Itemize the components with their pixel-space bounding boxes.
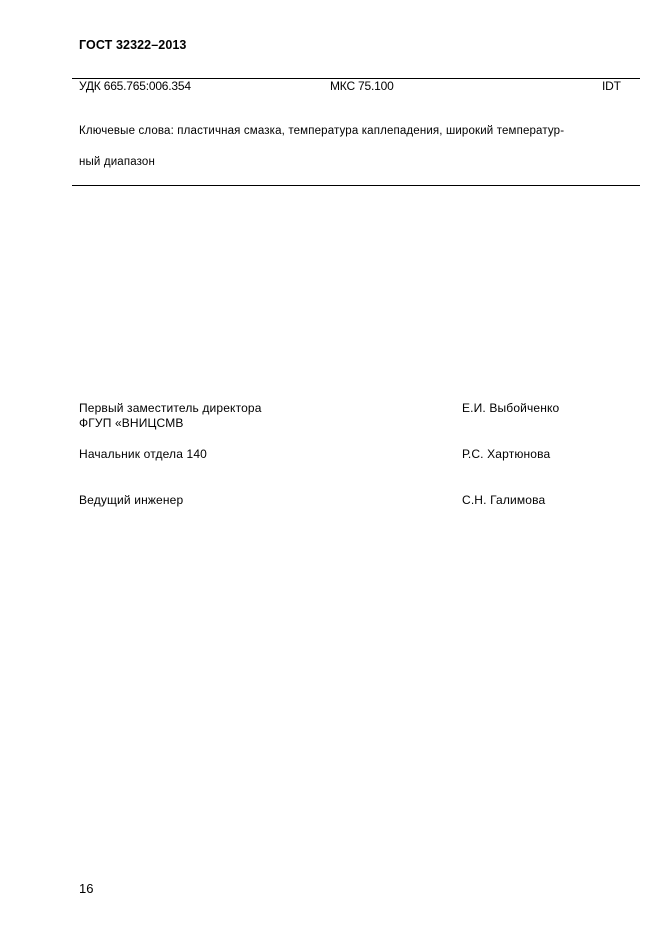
- document-header-title: ГОСТ 32322–2013: [79, 38, 187, 52]
- page-number: 16: [79, 881, 94, 896]
- keywords-line-2: ный диапазон: [79, 156, 155, 168]
- signature-position: Начальник отдела 140: [79, 447, 207, 461]
- signature-name: С.Н. Галимова: [462, 493, 546, 507]
- equivalence-code: IDT: [602, 79, 621, 93]
- keywords-line-1: Ключевые слова: пластичная смазка, температура каплепадения, широкий температур-: [79, 125, 565, 137]
- mks-code: МКС 75.100: [330, 79, 394, 93]
- udk-code: УДК 665.765:006.354: [79, 79, 191, 93]
- bottom-divider: [72, 185, 640, 186]
- signature-name: Е.И. Выбойченко: [462, 401, 560, 415]
- signature-organization: ФГУП «ВНИЦСМВ: [79, 416, 184, 430]
- signature-name: Р.С. Хартюнова: [462, 447, 551, 461]
- signature-position: Ведущий инженер: [79, 493, 184, 507]
- signature-position: Первый заместитель директора: [79, 401, 262, 415]
